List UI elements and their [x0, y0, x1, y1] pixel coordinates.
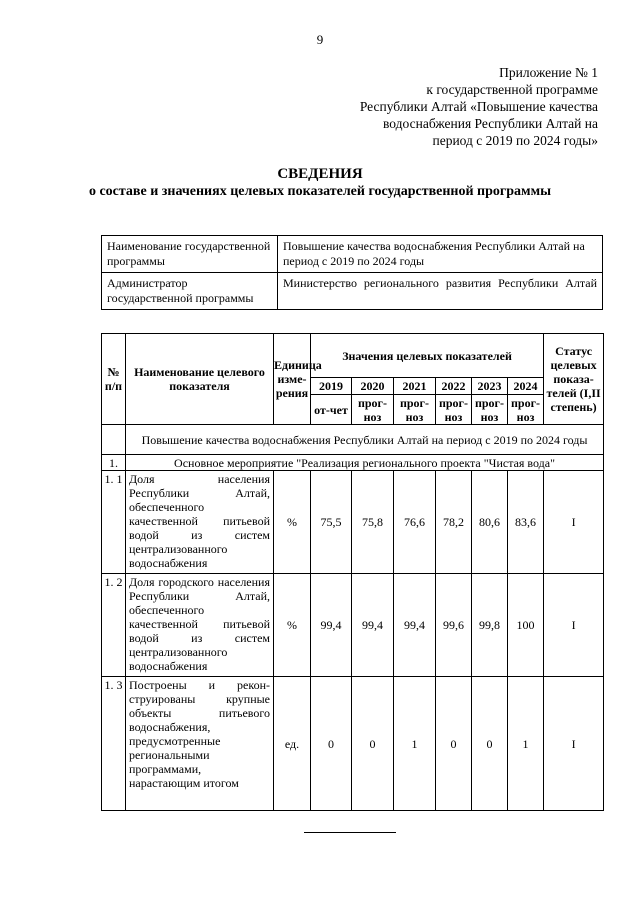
header-unit: Единица изме-рения [274, 334, 311, 425]
year-type: прог-ноз [352, 395, 394, 425]
year-type: прог-ноз [508, 395, 544, 425]
program-row-num [102, 425, 126, 455]
appendix-note [298, 64, 598, 149]
row-value: 99,8 [472, 574, 508, 677]
header-name: Наименование целевого показателя [126, 334, 274, 425]
row-value: 76,6 [394, 471, 436, 574]
year-label: 2023 [472, 378, 508, 395]
year-label: 2020 [352, 378, 394, 395]
info-label: Наименование государственной программы [102, 236, 278, 273]
heading-title: СВЕДЕНИЯ [277, 166, 363, 182]
row-value: 99,4 [352, 574, 394, 677]
info-row [102, 236, 603, 273]
year-label: 2024 [508, 378, 544, 395]
program-row-text: Повышение качества водоснабжения Республики Алтай на период с 2019 по 2024 годы [126, 425, 604, 455]
row-value: 100 [508, 574, 544, 677]
row-value: 0 [311, 677, 352, 811]
page-number: 9 [316, 32, 324, 47]
row-name: Построены и рекон-струированы крупные объекты питьевого водоснабжения, предусмотренные региональными программами, нарастающим итогом [126, 677, 274, 811]
year-label: 2022 [436, 378, 472, 395]
row-value: 1 [508, 677, 544, 811]
year-label: 2019 [311, 378, 352, 395]
program-info-table [101, 235, 603, 310]
row-value: 75,5 [311, 471, 352, 574]
info-value: Повышение качества водоснабжения Республики Алтай на период с 2019 по 2024 годы [278, 236, 603, 273]
appendix-line: Приложение № 1 [499, 65, 598, 80]
info-label: Администратор государственной программы [102, 273, 278, 310]
year-type: прог-ноз [394, 395, 436, 425]
header-values: Значения целевых показателей [311, 334, 544, 378]
row-unit: % [274, 574, 311, 677]
header-status: Статус целевых показа-телей (I,II степень) [544, 334, 604, 425]
event-row [102, 455, 604, 471]
row-name: Доля городского населения Республики Алтай, обеспеченного качественной питьевой водой из систем централизованного водоснабжения [126, 574, 274, 677]
year-label: 2021 [394, 378, 436, 395]
row-num: 1. 1 [102, 471, 126, 574]
table-row [102, 677, 604, 811]
appendix-line: период с 2019 по 2024 годы» [432, 133, 598, 148]
info-value: Министерство регионального развития Республики Алтай [278, 273, 603, 310]
row-name: Доля населения Республики Алтай, обеспеченного качественной питьевой водой из систем централизованного водоснабжения [126, 471, 274, 574]
year-type: от-чет [311, 395, 352, 425]
row-value: 75,8 [352, 471, 394, 574]
row-value: 0 [472, 677, 508, 811]
row-value: 1 [394, 677, 436, 811]
row-unit: ед. [274, 677, 311, 811]
program-row [102, 425, 604, 455]
row-value: 78,2 [436, 471, 472, 574]
row-value: 83,6 [508, 471, 544, 574]
row-value: 0 [436, 677, 472, 811]
header-num: № п/п [102, 334, 126, 425]
row-status: I [544, 471, 604, 574]
appendix-line: к государственной программе [426, 82, 598, 97]
row-unit: % [274, 471, 311, 574]
row-value: 80,6 [472, 471, 508, 574]
info-row [102, 273, 603, 310]
footnote-divider [304, 832, 396, 833]
row-value: 99,4 [394, 574, 436, 677]
header-row [102, 334, 604, 378]
document-heading [80, 166, 560, 200]
row-value: 0 [352, 677, 394, 811]
table-row [102, 574, 604, 677]
event-row-num: 1. [102, 455, 126, 471]
heading-subtitle: о составе и значениях целевых показателей государственной программы [88, 184, 552, 199]
table-row [102, 471, 604, 574]
row-status: I [544, 677, 604, 811]
appendix-line: водоснабжения Республики Алтай на [383, 116, 598, 131]
row-value: 99,6 [436, 574, 472, 677]
row-value: 99,4 [311, 574, 352, 677]
appendix-line: Республики Алтай «Повышение качества [359, 99, 598, 114]
event-row-text: Основное мероприятие "Реализация регионального проекта "Чистая вода" [126, 455, 604, 471]
row-num: 1. 2 [102, 574, 126, 677]
row-status: I [544, 574, 604, 677]
indicators-table [101, 333, 604, 811]
row-num: 1. 3 [102, 677, 126, 811]
year-type: прог-ноз [472, 395, 508, 425]
year-type: прог-ноз [436, 395, 472, 425]
